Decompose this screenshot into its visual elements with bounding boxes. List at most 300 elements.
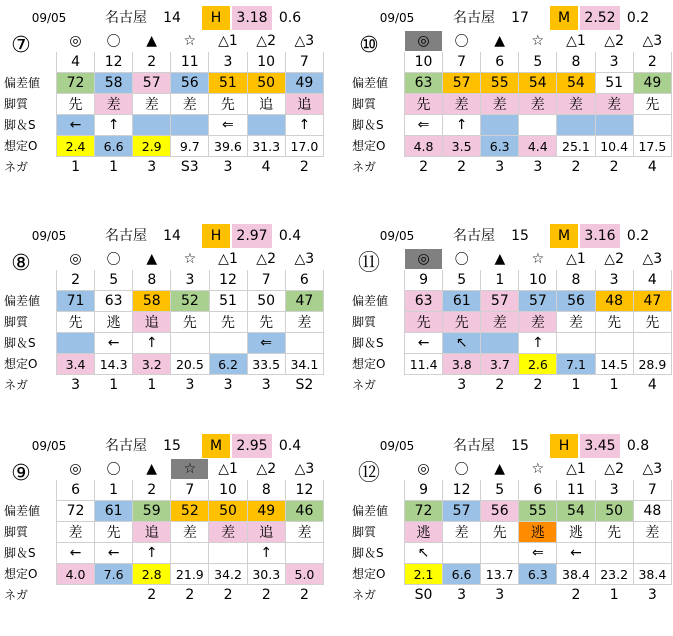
leg-speed-cell: ←	[557, 543, 595, 564]
horse-number-cell: 5	[519, 52, 557, 73]
leg-speed-cell	[481, 333, 519, 354]
row-label: ネガ	[4, 588, 29, 602]
negative-cell: 3	[247, 375, 285, 396]
race-grid	[56, 248, 324, 396]
horse-number-cell: 3	[595, 480, 633, 501]
negative-cell: 4	[247, 157, 285, 178]
expected-odds-cell: 2.1	[405, 564, 443, 585]
running-style-cell: 先	[443, 312, 481, 333]
neg-row	[405, 585, 672, 606]
horse-number-cell: 10	[209, 480, 247, 501]
leg-speed-cell	[633, 333, 671, 354]
expected-odds-cell: 38.4	[557, 564, 595, 585]
numbers-row	[405, 480, 672, 501]
ls-row	[405, 543, 672, 564]
race-index-value: 3.18	[232, 6, 272, 30]
mark-cell: △3	[633, 31, 671, 52]
horse-number-cell: 8	[133, 270, 171, 291]
leg-speed-cell: ⇐	[247, 333, 285, 354]
deviation-cell: 47	[633, 291, 671, 312]
negative-cell: 2	[133, 585, 171, 606]
race-grade: M	[550, 6, 578, 30]
race-grade: H	[202, 6, 230, 30]
race-panel-7	[4, 6, 324, 206]
ls-row	[57, 115, 324, 136]
expected-odds-cell: 23.2	[595, 564, 633, 585]
expected-odds-cell: 7.6	[95, 564, 133, 585]
leg-speed-cell	[247, 115, 285, 136]
mark-cell: △2	[247, 31, 285, 52]
expected-odds-cell: 28.9	[633, 354, 671, 375]
expected-odds-cell: 34.1	[285, 354, 323, 375]
horse-number-cell: 1	[95, 480, 133, 501]
running-style-cell: 差	[595, 94, 633, 115]
deviation-cell: 61	[95, 501, 133, 522]
expected-odds-cell: 21.9	[171, 564, 209, 585]
running-style-cell: 先	[209, 94, 247, 115]
mark-cell: ▲	[133, 459, 171, 480]
deviation-cell: 55	[519, 501, 557, 522]
expected-odds-cell: 11.4	[405, 354, 443, 375]
expected-odds-cell: 3.7	[481, 354, 519, 375]
race-date: 09/05	[379, 439, 415, 453]
marks-row	[57, 249, 324, 270]
neg-row	[57, 157, 324, 178]
horse-number-cell: 8	[557, 52, 595, 73]
negative-cell: 3	[133, 157, 171, 178]
expected-odds-cell: 3.5	[443, 136, 481, 157]
negative-cell: 2	[557, 585, 595, 606]
odds-row	[405, 564, 672, 585]
race-index-value: 2.97	[232, 224, 272, 248]
race-number: ⑨	[11, 461, 31, 486]
marks-row	[57, 459, 324, 480]
row-label: 想定O	[4, 357, 38, 371]
numbers-row	[57, 52, 324, 73]
expected-odds-cell: 10.4	[595, 136, 633, 157]
style-row	[405, 312, 672, 333]
race-field-count: 15	[511, 438, 529, 454]
horse-number-cell: 5	[443, 270, 481, 291]
running-style-cell: 追	[247, 94, 285, 115]
deviation-cell: 52	[171, 501, 209, 522]
race-number: ⑫	[357, 461, 380, 486]
negative-cell: 3	[57, 375, 95, 396]
race-index-value: 2.52	[580, 6, 620, 30]
leg-speed-cell	[557, 115, 595, 136]
running-style-cell: 差	[633, 522, 671, 543]
mark-cell: △2	[595, 459, 633, 480]
negative-cell: 2	[519, 375, 557, 396]
horse-number-cell: 2	[633, 52, 671, 73]
race-grade: M	[550, 224, 578, 248]
horse-number-cell: 3	[595, 270, 633, 291]
dev-row	[57, 73, 324, 94]
negative-cell: S3	[171, 157, 209, 178]
deviation-cell: 50	[595, 501, 633, 522]
numbers-row	[405, 270, 672, 291]
expected-odds-cell: 2.8	[133, 564, 171, 585]
horse-number-cell: 7	[633, 480, 671, 501]
negative-cell: 1	[95, 157, 133, 178]
negative-cell: 2	[285, 157, 323, 178]
horse-number-cell: 7	[171, 480, 209, 501]
mark-cell: △2	[595, 249, 633, 270]
mark-cell: △3	[633, 249, 671, 270]
leg-speed-cell	[209, 543, 247, 564]
mark-cell: ▲	[133, 31, 171, 52]
race-grade: H	[550, 434, 578, 458]
running-style-cell: 差	[481, 312, 519, 333]
race-index-value: 3.16	[580, 224, 620, 248]
race-grid	[404, 30, 672, 178]
leg-speed-cell	[171, 543, 209, 564]
dev-row	[57, 291, 324, 312]
expected-odds-cell: 5.0	[285, 564, 323, 585]
row-label: 偏差値	[352, 504, 389, 518]
horse-number-cell: 7	[443, 52, 481, 73]
leg-speed-cell	[133, 115, 171, 136]
odds-row	[57, 564, 324, 585]
race-index-value: 2.95	[232, 434, 272, 458]
horse-number-cell: 12	[95, 52, 133, 73]
race-number: ⑩	[359, 33, 379, 58]
expected-odds-cell: 39.6	[209, 136, 247, 157]
mark-cell: △1	[209, 249, 247, 270]
running-style-cell: 追	[285, 94, 323, 115]
deviation-cell: 57	[481, 291, 519, 312]
style-row	[57, 94, 324, 115]
deviation-cell: 63	[405, 73, 443, 94]
race-panel-8	[4, 224, 324, 424]
marks-row	[405, 31, 672, 52]
running-style-cell: 差	[209, 522, 247, 543]
negative-cell: 2	[171, 585, 209, 606]
running-style-cell: 差	[171, 94, 209, 115]
leg-speed-cell	[57, 333, 95, 354]
deviation-cell: 71	[57, 291, 95, 312]
negative-cell: 2	[405, 157, 443, 178]
deviation-cell: 55	[481, 73, 519, 94]
horse-number-cell: 7	[247, 270, 285, 291]
row-label: ネガ	[4, 378, 29, 392]
leg-speed-cell: ←	[405, 333, 443, 354]
leg-speed-cell	[633, 115, 671, 136]
leg-speed-cell	[171, 333, 209, 354]
style-row	[405, 94, 672, 115]
leg-speed-cell	[209, 333, 247, 354]
expected-odds-cell: 3.4	[57, 354, 95, 375]
leg-speed-cell: ↑	[247, 543, 285, 564]
ls-row	[57, 333, 324, 354]
race-number: ⑦	[11, 33, 31, 58]
leg-speed-cell	[595, 333, 633, 354]
expected-odds-cell: 17.0	[285, 136, 323, 157]
leg-speed-cell: ←	[57, 115, 95, 136]
mark-cell: 〇	[95, 459, 133, 480]
expected-odds-cell: 17.5	[633, 136, 671, 157]
dev-row	[405, 501, 672, 522]
deviation-cell: 50	[209, 501, 247, 522]
deviation-cell: 57	[443, 501, 481, 522]
running-style-cell: 先	[633, 94, 671, 115]
horse-number-cell: 3	[595, 52, 633, 73]
leg-speed-cell: ↑	[95, 115, 133, 136]
negative-cell	[57, 585, 95, 606]
mark-cell: 〇	[443, 249, 481, 270]
mark-cell: 〇	[95, 249, 133, 270]
running-style-cell: 追	[247, 522, 285, 543]
horse-number-cell: 1	[481, 270, 519, 291]
race-extra-value: 0.2	[626, 10, 650, 26]
mark-cell: △2	[247, 249, 285, 270]
running-style-cell: 差	[519, 312, 557, 333]
row-label: 脚＆S	[352, 546, 384, 560]
expected-odds-cell: 6.3	[481, 136, 519, 157]
mark-cell: △3	[285, 31, 323, 52]
negative-cell: S2	[285, 375, 323, 396]
race-date: 09/05	[31, 11, 67, 25]
negative-cell: 1	[133, 375, 171, 396]
row-label: 脚＆S	[4, 546, 36, 560]
horse-number-cell: 11	[557, 480, 595, 501]
deviation-cell: 54	[557, 73, 595, 94]
race-date: 09/05	[31, 439, 67, 453]
horse-number-cell: 2	[133, 480, 171, 501]
running-style-cell: 差	[57, 522, 95, 543]
running-style-cell: 差	[557, 312, 595, 333]
leg-speed-cell	[557, 333, 595, 354]
race-panel-12	[352, 434, 672, 634]
running-style-cell: 先	[95, 522, 133, 543]
leg-speed-cell: ↖	[443, 333, 481, 354]
row-label: 脚＆S	[352, 118, 384, 132]
neg-row	[57, 375, 324, 396]
expected-odds-cell: 14.3	[95, 354, 133, 375]
leg-speed-cell: ↑	[285, 115, 323, 136]
negative-cell: 2	[247, 585, 285, 606]
expected-odds-cell: 3.2	[133, 354, 171, 375]
horse-number-cell: 8	[557, 270, 595, 291]
horse-number-cell: 3	[171, 270, 209, 291]
negative-cell: 1	[95, 375, 133, 396]
leg-speed-cell	[519, 115, 557, 136]
mark-cell: 〇	[443, 459, 481, 480]
deviation-cell: 59	[133, 501, 171, 522]
ls-row	[405, 115, 672, 136]
running-style-cell: 差	[171, 522, 209, 543]
negative-cell: 3	[481, 157, 519, 178]
race-panel-10	[352, 6, 672, 206]
row-label: 想定O	[352, 357, 386, 371]
mark-cell: △3	[285, 249, 323, 270]
expected-odds-cell: 7.1	[557, 354, 595, 375]
expected-odds-cell: 20.5	[171, 354, 209, 375]
style-row	[405, 522, 672, 543]
running-style-cell: 先	[57, 94, 95, 115]
ls-row	[57, 543, 324, 564]
race-number: ⑪	[357, 251, 380, 276]
leg-speed-cell	[633, 543, 671, 564]
deviation-cell: 52	[171, 291, 209, 312]
horse-number-cell: 12	[443, 480, 481, 501]
marks-row	[405, 459, 672, 480]
horse-number-cell: 5	[95, 270, 133, 291]
negative-cell: 1	[595, 585, 633, 606]
leg-speed-cell: ⇐	[209, 115, 247, 136]
mark-cell: △2	[247, 459, 285, 480]
negative-cell: 2	[481, 375, 519, 396]
race-extra-value: 0.6	[278, 10, 302, 26]
running-style-cell: 先	[595, 312, 633, 333]
mark-cell: 〇	[95, 31, 133, 52]
negative-cell	[405, 375, 443, 396]
mark-cell: ▲	[481, 31, 519, 52]
expected-odds-cell: 25.1	[557, 136, 595, 157]
row-label: 偏差値	[352, 294, 389, 308]
deviation-cell: 63	[95, 291, 133, 312]
leg-speed-cell: ↑	[443, 115, 481, 136]
running-style-cell: 差	[133, 94, 171, 115]
deviation-cell: 48	[633, 501, 671, 522]
race-venue: 名古屋	[105, 10, 147, 26]
leg-speed-cell	[595, 115, 633, 136]
race-venue: 名古屋	[453, 438, 495, 454]
row-label: 脚＆S	[4, 118, 36, 132]
deviation-cell: 72	[57, 73, 95, 94]
mark-cell: △3	[285, 459, 323, 480]
horse-number-cell: 6	[481, 52, 519, 73]
marks-row	[57, 31, 324, 52]
deviation-cell: 56	[171, 73, 209, 94]
mark-cell: ▲	[133, 249, 171, 270]
row-label: 偏差値	[4, 76, 41, 90]
negative-cell: 3	[209, 157, 247, 178]
race-grade: H	[202, 224, 230, 248]
running-style-cell: 追	[133, 312, 171, 333]
deviation-cell: 49	[633, 73, 671, 94]
odds-row	[57, 136, 324, 157]
race-date: 09/05	[379, 229, 415, 243]
race-field-count: 14	[163, 228, 181, 244]
running-style-cell: 逃	[95, 312, 133, 333]
race-grade: M	[202, 434, 230, 458]
row-label: 偏差値	[4, 504, 41, 518]
leg-speed-cell: ⇐	[405, 115, 443, 136]
deviation-cell: 50	[247, 73, 285, 94]
running-style-cell: 先	[209, 312, 247, 333]
dev-row	[405, 73, 672, 94]
running-style-cell: 先	[405, 312, 443, 333]
running-style-cell: 差	[285, 522, 323, 543]
expected-odds-cell: 31.3	[247, 136, 285, 157]
horse-number-cell: 6	[285, 270, 323, 291]
expected-odds-cell: 6.2	[209, 354, 247, 375]
expected-odds-cell: 14.5	[595, 354, 633, 375]
mark-cell: △3	[633, 459, 671, 480]
expected-odds-cell: 2.6	[519, 354, 557, 375]
running-style-cell: 差	[95, 94, 133, 115]
deviation-cell: 56	[557, 291, 595, 312]
mark-cell: ◎	[57, 249, 95, 270]
negative-cell: 3	[443, 585, 481, 606]
expected-odds-cell: 33.5	[247, 354, 285, 375]
mark-cell: ◎	[405, 31, 443, 52]
running-style-cell: 先	[57, 312, 95, 333]
mark-cell: ◎	[57, 459, 95, 480]
race-venue: 名古屋	[453, 228, 495, 244]
leg-speed-cell	[481, 543, 519, 564]
expected-odds-cell: 6.6	[95, 136, 133, 157]
mark-cell: △1	[209, 31, 247, 52]
mark-cell: △1	[209, 459, 247, 480]
negative-cell: 2	[209, 585, 247, 606]
expected-odds-cell: 34.2	[209, 564, 247, 585]
negative-cell: 2	[443, 157, 481, 178]
race-venue: 名古屋	[453, 10, 495, 26]
running-style-cell: 先	[405, 94, 443, 115]
row-label: 偏差値	[4, 294, 41, 308]
row-label: 想定O	[4, 139, 38, 153]
race-panel-11	[352, 224, 672, 424]
running-style-cell: 先	[595, 522, 633, 543]
running-style-cell: 追	[133, 522, 171, 543]
leg-speed-cell: ↖	[405, 543, 443, 564]
deviation-cell: 57	[443, 73, 481, 94]
negative-cell: 3	[171, 375, 209, 396]
running-style-cell: 先	[171, 312, 209, 333]
deviation-cell: 51	[209, 73, 247, 94]
row-label: ネガ	[352, 588, 377, 602]
horse-number-cell: 7	[285, 52, 323, 73]
negative-cell: 1	[557, 375, 595, 396]
expected-odds-cell: 9.7	[171, 136, 209, 157]
race-extra-value: 0.4	[278, 228, 302, 244]
mark-cell: ☆	[171, 459, 209, 480]
horse-number-cell: 8	[247, 480, 285, 501]
row-label: 脚質	[4, 315, 29, 329]
leg-speed-cell	[443, 543, 481, 564]
deviation-cell: 54	[557, 501, 595, 522]
leg-speed-cell: ←	[95, 543, 133, 564]
deviation-cell: 51	[595, 73, 633, 94]
horse-number-cell: 10	[247, 52, 285, 73]
horse-number-cell: 6	[57, 480, 95, 501]
horse-number-cell: 4	[57, 52, 95, 73]
deviation-cell: 49	[247, 501, 285, 522]
race-venue: 名古屋	[105, 438, 147, 454]
expected-odds-cell: 4.0	[57, 564, 95, 585]
leg-speed-cell	[285, 543, 323, 564]
race-field-count: 14	[163, 10, 181, 26]
horse-number-cell: 9	[405, 270, 443, 291]
mark-cell: ◎	[405, 249, 443, 270]
negative-cell: 3	[481, 585, 519, 606]
deviation-cell: 72	[405, 501, 443, 522]
row-label: ネガ	[352, 378, 377, 392]
race-date: 09/05	[31, 229, 67, 243]
style-row	[57, 312, 324, 333]
mark-cell: △1	[557, 249, 595, 270]
running-style-cell: 逃	[405, 522, 443, 543]
mark-cell: 〇	[443, 31, 481, 52]
running-style-cell: 差	[443, 522, 481, 543]
horse-number-cell: 10	[519, 270, 557, 291]
row-label: 想定O	[352, 139, 386, 153]
deviation-cell: 56	[481, 501, 519, 522]
horse-number-cell: 5	[481, 480, 519, 501]
race-extra-value: 0.8	[626, 438, 650, 454]
